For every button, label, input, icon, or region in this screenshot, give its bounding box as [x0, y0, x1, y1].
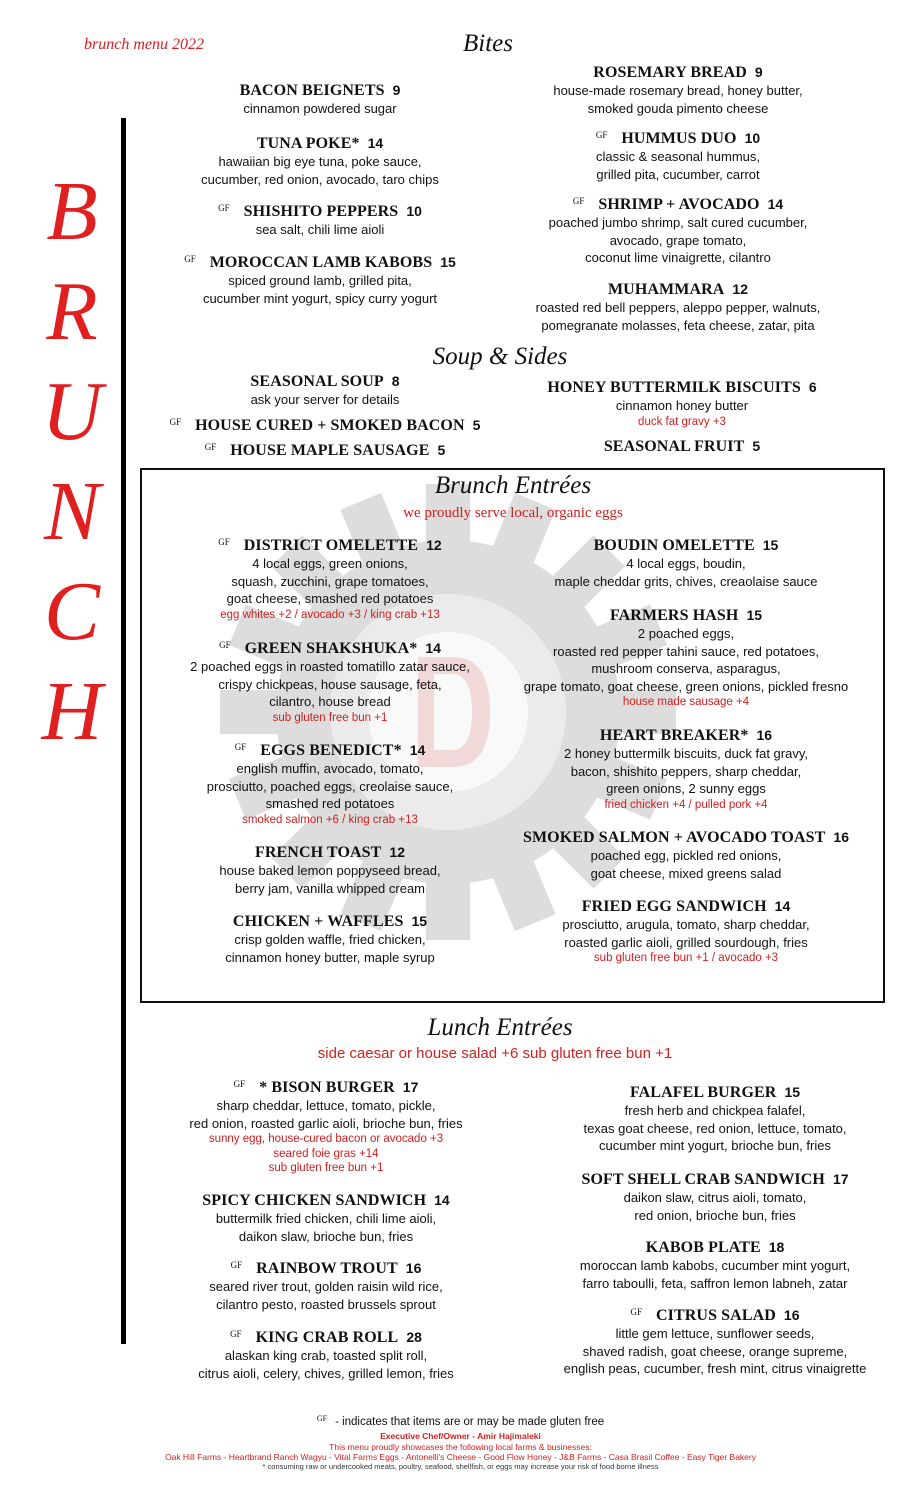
menu-item-description: goat cheese, mixed greens salad — [590, 865, 782, 881]
menu-item-price: 10 — [744, 130, 761, 146]
menu-item-addon: sub gluten free bun +1 — [272, 711, 388, 724]
menu-item — [428, 195, 921, 267]
menu-item-addon: smoked salmon +6 / king crab +13 — [242, 813, 418, 826]
footer-farms: Oak Hill Farms - Heartbrand Ranch Wagyu - Vital Farms Eggs - Antonelli's Cheese - Good Flow Honey - J&B Farms - Casa Brasil Coffee - Easy Tiger Bakery — [164, 1452, 756, 1462]
menu-item-name: HOUSE CURED + SMOKED BACON — [195, 417, 465, 434]
menu-item — [432, 378, 921, 429]
menu-item-price: 15 — [762, 537, 779, 553]
menu-item-name: SHISHITO PEPPERS — [243, 203, 399, 220]
menu-item-name: HOUSE MAPLE SAUSAGE — [230, 442, 430, 459]
menu-item — [436, 726, 921, 812]
menu-item-price: 9 — [754, 64, 763, 80]
menu-item-description: smashed red potatoes — [265, 796, 395, 811]
menu-item — [465, 1306, 921, 1378]
menu-item-description: moroccan lamb kabobs, cucumber mint yogurt, — [579, 1258, 851, 1273]
menu-item — [436, 828, 921, 882]
menu-item — [465, 1238, 921, 1292]
menu-item-description: roasted garlic aioli, grilled sourdough, fries — [564, 934, 808, 950]
gluten-free-icon: GF — [630, 1307, 643, 1317]
menu-item-name: FALAFEL BURGER — [629, 1084, 777, 1101]
gluten-free-icon: GF — [218, 203, 230, 213]
menu-item-name: CHICKEN + WAFFLES — [232, 913, 404, 930]
menu-item-name: RAINBOW TROUT — [256, 1260, 398, 1277]
menu-item-price: 16 — [783, 1307, 800, 1323]
menu-item-description: house baked lemon poppyseed bread, — [219, 863, 441, 878]
menu-item-description: english peas, cucumber, fresh mint, citrus vinaigrette — [563, 1361, 867, 1376]
gf-icon: GF — [316, 1414, 328, 1423]
menu-item-description: red onion, brioche bun, fries — [634, 1207, 796, 1223]
menu-item-addon: sub gluten free bun +1 — [268, 1162, 384, 1174]
menu-item — [428, 63, 921, 117]
menu-item-description: 2 poached eggs in roasted tomatillo zatar sauce, — [190, 659, 470, 674]
menu-item-description: citrus aioli, celery, chives, grilled lemon, fries — [198, 1365, 454, 1381]
brunch-letter-b: B — [46, 165, 98, 258]
menu-item-header — [436, 606, 921, 625]
menu-item-description: berry jam, vanilla whipped cream — [234, 880, 426, 896]
menu-item — [436, 606, 921, 710]
brunch-letter-u: U — [41, 365, 103, 458]
menu-item-addon: sub gluten free bun +1 / avocado +3 — [593, 952, 779, 964]
menu-item-header — [428, 63, 921, 82]
footer-gf-note-text: - indicates that items are or may be made gluten free — [335, 1416, 605, 1428]
brunch-letter-n: N — [43, 465, 101, 558]
menu-item-description: 4 local eggs, green onions, — [252, 556, 408, 571]
menu-item-description: smoked gouda pimento cheese — [587, 100, 769, 116]
gluten-free-icon: GF — [219, 640, 231, 650]
gluten-free-icon: GF — [169, 417, 182, 427]
menu-item-name: BOUDIN OMELETTE — [593, 537, 755, 554]
menu-item-description: shaved radish, goat cheese, orange supreme, — [582, 1343, 848, 1359]
lunch-entrees-note: side caesar or house salad +6 sub gluten free bun +1 — [317, 1045, 673, 1062]
gluten-free-icon: GF — [218, 537, 230, 547]
menu-item-price: 6 — [808, 379, 817, 395]
menu-item-price: 9 — [392, 82, 401, 98]
menu-item-description: avocado, grape tomato, — [609, 232, 747, 248]
menu-item-description: crisp golden waffle, fried chicken, — [234, 932, 426, 947]
menu-item-name: EGGS BENEDICT* — [260, 742, 402, 759]
brunch-letter-h: H — [41, 665, 103, 758]
menu-item-addon: egg whites +2 / avocado +3 / king crab +13 — [220, 608, 440, 621]
menu-item-name: BACON BEIGNETS — [239, 82, 385, 99]
menu-item-name: HONEY BUTTERMILK BISCUITS — [547, 379, 801, 396]
menu-item-description: prosciutto, poached eggs, creolaise sauce, — [206, 778, 454, 794]
menu-item-description: red onion, roasted garlic aioli, brioche bun, fries — [189, 1115, 463, 1131]
menu-item-price: 5 — [472, 417, 481, 433]
menu-item-description: sharp cheddar, lettuce, tomato, pickle, — [216, 1098, 436, 1113]
brunch-letter-c: C — [43, 565, 101, 658]
menu-item — [465, 1083, 921, 1155]
menu-item-name: SEASONAL FRUIT — [603, 438, 745, 455]
menu-item-price: 5 — [752, 438, 761, 454]
menu-item-description: mushroom conserva, asparagus, — [591, 661, 781, 676]
footer-chef: Executive Chef/Owner - Amir Hajimaleki — [380, 1431, 541, 1441]
menu-item-description: green onions, 2 sunny eggs — [606, 781, 766, 796]
menu-item-header — [428, 129, 921, 148]
menu-item-description: cucumber, red onion, avocado, taro chips — [201, 171, 439, 187]
menu-item-description: roasted red pepper tahini sauce, red potatoes, — [553, 643, 819, 659]
menu-item-description: maple cheddar grits, chives, creaolaise sauce — [554, 573, 818, 589]
menu-item-price: 12 — [426, 537, 442, 553]
menu-item-description: daikon slaw, citrus aioli, tomato, — [623, 1190, 807, 1205]
menu-item-name: DISTRICT OMELETTE — [243, 537, 419, 554]
menu-item-price: 18 — [768, 1239, 785, 1255]
menu-item-description: crispy chickpeas, house sausage, feta, — [218, 676, 442, 692]
menu-item-name: SHRIMP + AVOCADO — [598, 196, 760, 213]
menu-item-price: 16 — [756, 727, 773, 743]
section-title-bites: Bites — [463, 30, 513, 57]
menu-item-name: MOROCCAN LAMB KABOBS — [209, 254, 433, 271]
menu-item-description: little gem lettuce, sunflower seeds, — [615, 1326, 815, 1341]
menu-item-price: 14 — [425, 640, 441, 656]
gluten-free-icon: GF — [230, 1329, 242, 1339]
menu-item-price: 17 — [832, 1171, 849, 1187]
gluten-free-icon: GF — [204, 442, 217, 452]
menu-item-header — [428, 280, 921, 299]
gluten-free-icon: GF — [234, 742, 247, 752]
menu-item-name: SOFT SHELL CRAB SANDWICH — [581, 1171, 825, 1188]
section-title-lunch-entrees: Lunch Entrées — [427, 1014, 573, 1041]
menu-item-name: SMOKED SALMON + AVOCADO TOAST — [522, 829, 826, 846]
menu-item-price: 28 — [406, 1329, 422, 1345]
menu-item-description: pomegranate molasses, feta cheese, zatar, pita — [541, 317, 815, 333]
menu-item-description: prosciutto, arugula, tomato, sharp cheddar, — [562, 917, 810, 932]
menu-item-header — [436, 536, 921, 555]
menu-item-header — [432, 437, 921, 456]
menu-item-description: 2 honey buttermilk biscuits, duck fat gravy, — [564, 746, 808, 761]
menu-item-name: * BISON BURGER — [259, 1079, 395, 1096]
menu-item-description: daikon slaw, brioche bun, fries — [238, 1228, 414, 1244]
section-title-soup-sides: Soup & Sides — [432, 343, 568, 370]
menu-item-price: 5 — [437, 442, 446, 458]
menu-item-name: HEART BREAKER* — [599, 727, 749, 744]
menu-item-addon: house made sausage +4 — [622, 696, 750, 708]
menu-item-description: goat cheese, smashed red potatoes — [226, 591, 434, 606]
menu-item-header — [465, 1083, 921, 1102]
menu-item — [432, 437, 921, 456]
menu-item-name: KING CRAB ROLL — [255, 1329, 399, 1346]
menu-item-description: cucumber mint yogurt, brioche bun, fries — [599, 1138, 831, 1153]
menu-item-addon: fried chicken +4 / pulled pork +4 — [604, 798, 768, 811]
menu-item — [428, 129, 921, 183]
menu-item-addon: duck fat gravy +3 — [638, 415, 726, 428]
menu-item-name: SPICY CHICKEN SANDWICH — [202, 1192, 427, 1209]
menu-item-description: roasted red bell peppers, aleppo pepper, walnuts, — [535, 300, 821, 315]
menu-item-description: classic & seasonal hummus, — [595, 149, 760, 164]
menu-item-description: texas goat cheese, red onion, lettuce, tomato, — [583, 1120, 847, 1136]
menu-item-price: 14 — [434, 1192, 450, 1208]
menu-item-price: 15 — [411, 913, 428, 929]
menu-item-price: 15 — [440, 254, 456, 270]
menu-year-label: brunch menu 2022 — [84, 36, 204, 53]
menu-item-name: GREEN SHAKSHUKA* — [244, 640, 418, 657]
menu-item-price: 16 — [833, 829, 849, 845]
menu-item-header — [436, 828, 921, 847]
menu-item-price: 15 — [784, 1084, 801, 1100]
gluten-free-icon: GF — [230, 1260, 243, 1270]
menu-item-name: CITRUS SALAD — [656, 1307, 776, 1324]
menu-item-header — [436, 726, 921, 745]
menu-item-name: ROSEMARY BREAD — [593, 64, 747, 81]
menu-item-description: ask your server for details — [250, 392, 400, 407]
menu-item-header — [428, 195, 921, 214]
menu-item-name: FARMERS HASH — [609, 607, 739, 624]
menu-item-addon: sunny egg, house-cured bacon or avocado +3 — [208, 1133, 444, 1145]
menu-item-price: 14 — [774, 898, 791, 914]
menu-item-description: seared river trout, golden raisin wild rice, — [209, 1279, 443, 1294]
menu-item-description: house-made rosemary bread, honey butter, — [553, 83, 803, 98]
menu-item-name: FRIED EGG SANDWICH — [581, 898, 767, 915]
menu-item-price: 14 — [367, 135, 384, 151]
menu-item-description: grilled pita, cucumber, carrot — [596, 166, 760, 182]
menu-item-description: hawaiian big eye tuna, poke sauce, — [218, 154, 422, 169]
menu-item-description: grape tomato, goat cheese, green onions, pickled fresno — [523, 678, 849, 694]
menu-item-name: MUHAMMARA — [607, 281, 725, 298]
menu-item-description: cinnamon powdered sugar — [243, 101, 397, 116]
gluten-free-icon: GF — [184, 254, 196, 264]
menu-item-price: 17 — [402, 1079, 419, 1095]
menu-item-header — [432, 378, 921, 397]
menu-item-description: fresh herb and chickpea falafel, — [624, 1103, 806, 1118]
brunch-letter-r: R — [46, 265, 98, 358]
footer-gf-note — [0, 1414, 921, 1428]
menu-item-name: KABOB PLATE — [645, 1239, 761, 1256]
menu-item-description: squash, zucchini, grape tomatoes, — [231, 573, 429, 589]
footer-warning: * consuming raw or undercooked meats, poultry, seafood, shellfish, or eggs may increase your risk of food borne illness — [262, 1462, 659, 1471]
menu-item-description: spiced ground lamb, grilled pita, — [228, 273, 412, 288]
menu-item-name: TUNA POKE* — [256, 135, 360, 152]
menu-item-price: 12 — [732, 281, 748, 297]
menu-item — [465, 1170, 921, 1224]
menu-item-price: 12 — [389, 844, 405, 860]
menu-item-header — [465, 1238, 921, 1257]
menu-item-price: 14 — [767, 196, 784, 212]
menu-item-description: english muffin, avocado, tomato, — [236, 761, 424, 776]
section-title-brunch-entrees: Brunch Entrées — [434, 472, 592, 499]
menu-item-description: 2 poached eggs, — [637, 626, 735, 641]
menu-item-description: sea salt, chili lime aioli — [255, 222, 385, 237]
menu-item-description: cucumber mint yogurt, spicy curry yogurt — [202, 290, 438, 306]
menu-item-description: coconut lime vinaigrette, cilantro — [585, 250, 771, 265]
menu-item-description: cilantro, house bread — [269, 694, 391, 709]
menu-item-price: 10 — [406, 203, 422, 219]
menu-item-header — [436, 897, 921, 916]
menu-item-description: cinnamon honey butter — [615, 398, 749, 413]
menu-item-description: alaskan king crab, toasted split roll, — [224, 1348, 428, 1363]
menu-item-description: bacon, shishito peppers, sharp cheddar, — [570, 763, 802, 779]
menu-item-description: farro taboulli, feta, saffron lemon labneh, zatar — [582, 1275, 848, 1291]
menu-item-description: poached jumbo shrimp, salt cured cucumber, — [548, 215, 808, 230]
menu-item-price: 16 — [405, 1260, 422, 1276]
menu-item-addon: seared foie gras +14 — [273, 1147, 379, 1160]
menu-item-price: 8 — [391, 373, 400, 389]
menu-item-description: cilantro pesto, roasted brussels sprout — [216, 1296, 436, 1312]
gluten-free-icon: GF — [572, 196, 585, 206]
menu-item-description: buttermilk fried chicken, chili lime aioli, — [215, 1211, 437, 1226]
menu-item — [428, 280, 921, 334]
brunch-entrees-note: we proudly serve local, organic eggs — [403, 505, 623, 521]
menu-item-price: 15 — [746, 607, 763, 623]
menu-item-description: cinnamon honey butter, maple syrup — [225, 949, 435, 965]
gluten-free-icon: GF — [233, 1079, 246, 1089]
gluten-free-icon: GF — [595, 130, 608, 140]
menu-item-header — [465, 1306, 921, 1325]
menu-item — [436, 536, 921, 590]
footer-showcase: This menu proudly showcases the following local farms & businesses: — [329, 1442, 592, 1452]
menu-item — [436, 897, 921, 966]
menu-item-name: FRENCH TOAST — [255, 844, 382, 861]
menu-item-name: SEASONAL SOUP — [250, 373, 384, 390]
menu-item-header — [465, 1170, 921, 1189]
menu-item-description: poached egg, pickled red onions, — [590, 848, 782, 863]
menu-item-price: 14 — [409, 742, 426, 758]
menu-item-description: 4 local eggs, boudin, — [626, 556, 746, 571]
menu-item-name: HUMMUS DUO — [621, 130, 737, 147]
